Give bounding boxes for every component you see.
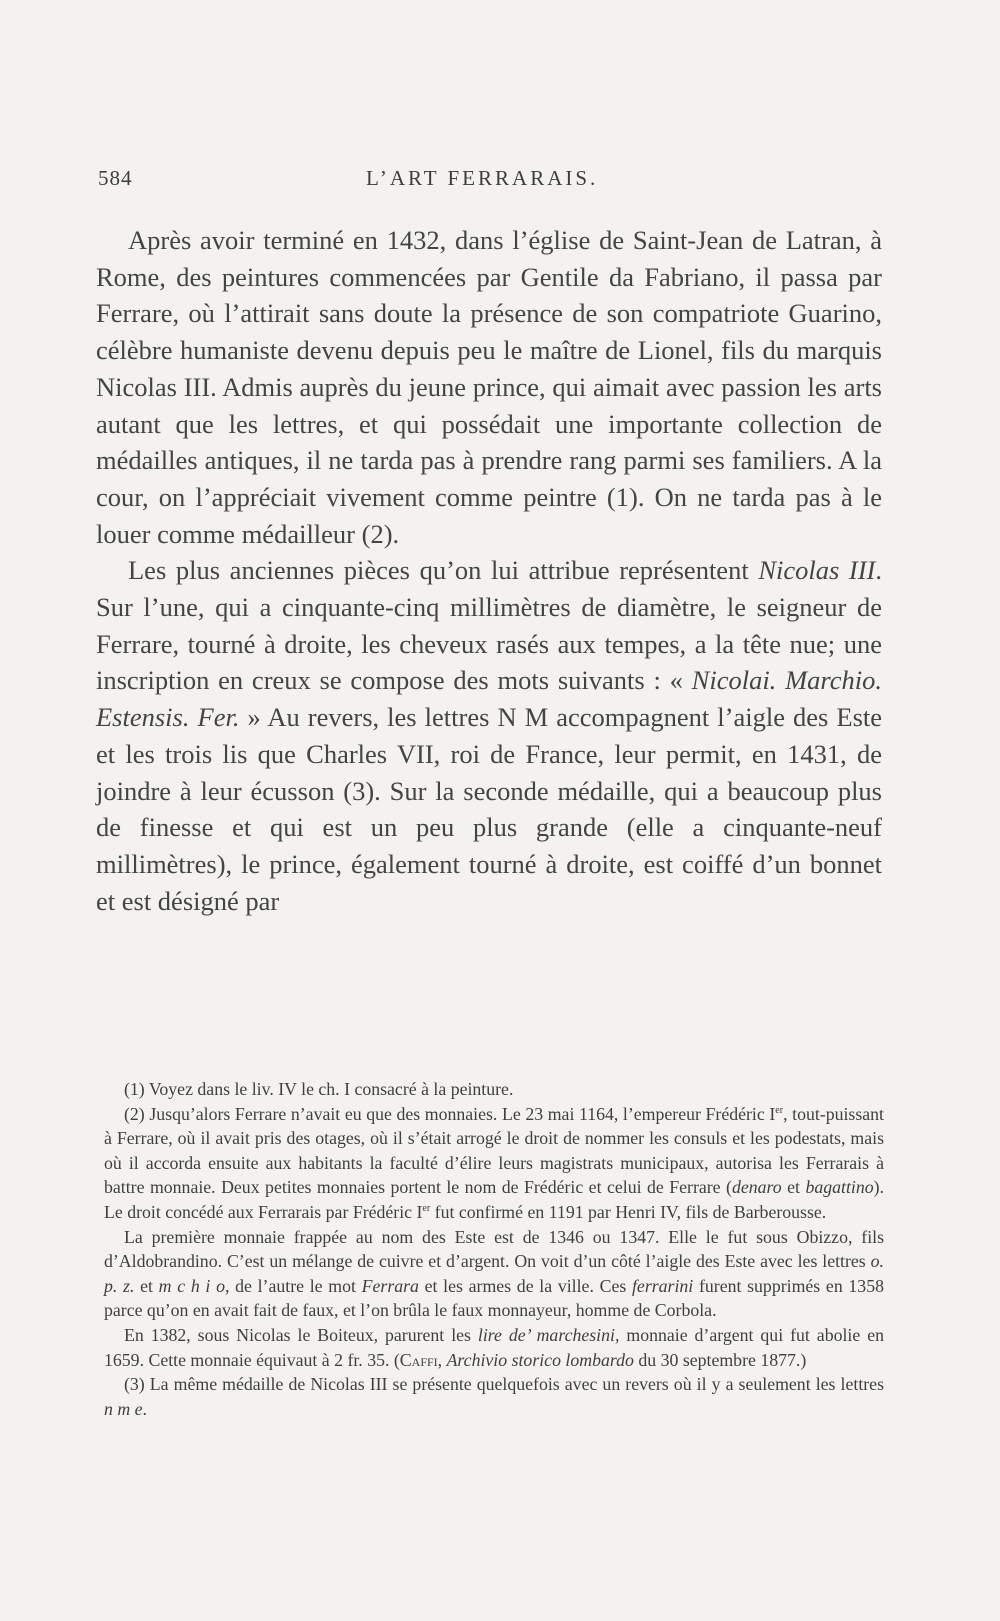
text-run: ). Le droit concédé aux Ferrarais par Frédéric I: [104, 1177, 884, 1222]
paragraph-2: [96, 552, 882, 919]
text-run: ,: [437, 1349, 447, 1370]
text-run: du 30 septembre 1877.): [633, 1349, 807, 1370]
text-run: (2) Jusqu’alors Ferrare n’avait eu que des monnaies. Le 23 mai 1164, l’empereur Frédéric I: [124, 1103, 776, 1124]
footnote-3: [104, 1372, 884, 1421]
italic-run: bagattino: [805, 1177, 874, 1198]
italic-run: o. p. z.: [104, 1251, 884, 1296]
italic-run: lire de’ marchesini,: [477, 1324, 620, 1345]
text-run: . Sur l’une, qui a cinquante-cinq millimètres de diamètre, le seigneur de Ferrare, tourné à droite, les cheveux rasés aux tempes, a la tête nue; une inscription en creux se compose des mots suivants : «: [96, 555, 883, 696]
italic-run: Nicolas III: [758, 555, 876, 586]
text-run: fut confirmé en 1191 par Henri IV, fils de Barberousse.: [430, 1201, 827, 1222]
page-header: [98, 166, 876, 196]
text-run: et: [134, 1275, 159, 1296]
running-title: L’ART FERRARAIS.: [366, 166, 599, 190]
text-run: .: [142, 1398, 147, 1419]
main-text: [96, 222, 882, 919]
footnotes: [104, 1077, 884, 1421]
italic-run: ferrarini: [631, 1275, 694, 1296]
italic-run: Ferrara: [361, 1275, 419, 1296]
text-run: , de l’autre le mot: [224, 1275, 362, 1296]
footnote-1: (1) Voyez dans le liv. IV le ch. I consacré à la peinture.: [124, 1079, 514, 1099]
superscript: er: [775, 1104, 784, 1116]
italic-run: Nicolai. Marchio. Estensis. Fer.: [96, 665, 882, 733]
italic-run: Archivio storico lombardo: [446, 1349, 634, 1370]
footnote-2-paragraph-3: [104, 1323, 884, 1372]
paragraph-1: Après avoir terminé en 1432, dans l’église de Saint-Jean de Latran, à Rome, des peintures commencées par Gentile da Fabriano, il passa par Ferrare, où l’attirait sans doute la présence de son compatriote Guarino, célèbre humaniste devenu depuis peu le maître de Lionel, fils du marquis Nicolas III. Admis auprès du jeune prince, qui aimait avec passion les arts autant que les lettres, et qui possédait une importante collection de médailles antiques, il ne tarda pas à prendre rang parmi ses familiers. A la cour, on l’appréciait vivement comme peintre (1). On ne tarda pas à le louer comme médailleur (2).: [96, 225, 882, 549]
superscript: er: [422, 1203, 431, 1215]
text-run: (3) La même médaille de Nicolas III se présente quelquefois avec un revers où il y a seulement les lettres: [124, 1374, 884, 1395]
text-run: » Au revers, les lettres N M accompagnent l’aigle des Este et les trois lis que Charles VII, roi de France, leur permit, en 1431, de joindre à leur écusson (3). Sur la seconde médaille, qui a beaucoup plus de finesse et qui est un peu plus grande (elle a cinquante-neuf millimètres), le prince, également tourné à droite, est coiffé d’un bonnet et est désigné par: [96, 702, 883, 916]
text-run: et les armes de la ville. Ces: [418, 1275, 632, 1296]
text-run: La première monnaie frappée au nom des Este est de 1346 ou 1347. Elle le fut sous Obizzo, fils d’Aldobrandino. C’est un mélange de cuivre et d’argent. On voit d’un côté l’aigle des Este avec les lettres: [104, 1226, 884, 1272]
text-run: , tout-puissant à Ferrare, où il avait pris des otages, où il s’était arrogé le droit de nommer les consuls et les podestats, mais où il accorda ensuite aux habitants la faculté d’élire leurs magistrats municipaux, autorisa les Ferrarais à battre monnaie. Deux petites monnaies portent le nom de Frédéric et celui de Ferrare (: [104, 1103, 884, 1198]
italic-run: m c h i o: [158, 1275, 225, 1296]
small-caps-run: Caffi: [399, 1349, 438, 1370]
page-number: 584: [98, 166, 133, 190]
text-run: et: [781, 1177, 806, 1198]
footnote-2-paragraph-2: [104, 1225, 884, 1323]
footnote-2: [104, 1102, 884, 1225]
text-run: monnaie d’argent qui fut abolie en 1659. Cette monnaie équivaut à 2 fr. 35. (: [104, 1324, 884, 1370]
text-run: furent supprimés en 1358 parce qu’on en avait fait de faux, et l’on brûla le faux monnayeur, homme de Corbola.: [104, 1275, 884, 1321]
text-run: Les plus anciennes pièces qu’on lui attribue représentent: [128, 555, 759, 586]
text-run: En 1382, sous Nicolas le Boiteux, parurent les: [124, 1324, 478, 1345]
italic-run: n m e: [104, 1398, 143, 1419]
italic-run: denaro: [731, 1177, 782, 1198]
